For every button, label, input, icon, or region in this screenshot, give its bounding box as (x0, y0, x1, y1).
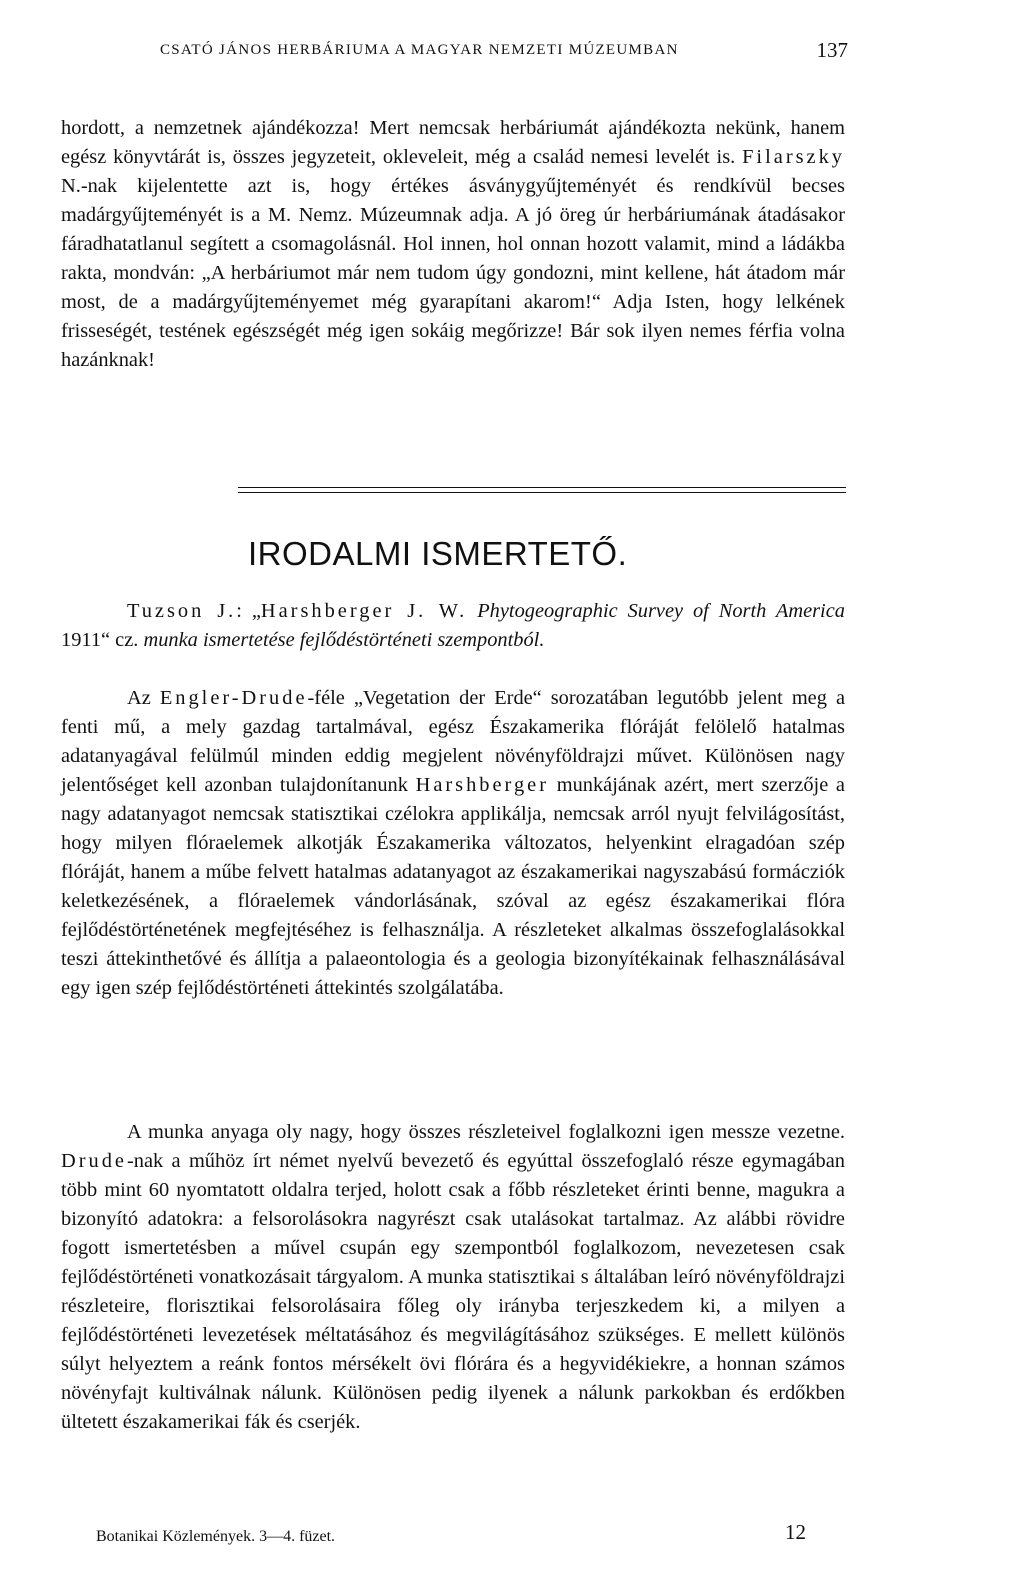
person-name: Harshberger (415, 774, 550, 796)
person-name: Filarszky (742, 146, 845, 168)
paragraph-text: -nak a műhöz írt német nyelvű bevezető és egyúttal összefoglaló része egymagában több mint 60 nyomtatott oldalra terjed, holott csak a főbb részleteket érinti benne, magukra a bizonyító adatokra: a felsorolásokra nagyrészt csak utalásokat tartalmaz. Az alábbi rövidre fogott ismertetésben a művel csupán egy szempontból foglalkozom, nevezetesen csak fejlődéstörténeti vonatkozásait tárgyalom. A munka statisztikai s általában leíró növényföldrajzi részleteire, florisztikai felsorolásaira főleg oly irányba terjeszkedem ki, a milyen a fejlődéstörténeti levezetések méltatásához és megvilágításához szükséges. E mellett különös súlyt helyeztem a reánk fontos mérsékelt övi flórára és a hegyvidékiekre, a honnan számos növényfajt kultiválnak nálunk. Különösen pedig ilyenek a nálunk parkokban és erdőkben ültetett északamerikai fák és cserjék. (61, 1150, 845, 1433)
running-header: CSATÓ JÁNOS HERBÁRIUMA A MAGYAR NEMZETI MÚZEUMBAN (160, 42, 679, 58)
book-title: Phytogeographic Survey of North America (477, 600, 845, 622)
paragraph-intro (61, 684, 845, 1003)
review-title (61, 597, 845, 655)
book-year: 1911“ cz. (61, 629, 139, 651)
paragraph-text: hordott, a nemzetnek ajándékozza! Mert nemcsak herbáriumát ajándékozta nekünk, hanem egész könyvtárát is, összes jegyzeteit, okleveleit, még a család nemesi levelét is. (61, 117, 845, 168)
person-name: Drude (61, 1150, 127, 1172)
paragraph-text: munkájának azért, mert szerzője a nagy adatanyagot nemcsak statisztikai czélokra applikálja, nemcsak arról nyujt felvilágosítást, hogy milyen flóraelemek alkotják Északamerika változatos, helyenkint elragadóan szép flóráját, hanem a műbe felvett hatalmas adatanyagot az északamerikai nagyszabású formácziók keletkezésének, a flóraelemek vándorlásának, szóval az egész északamerikai flóra fejlődéstörténetének megfejtéséhez is felhasználja. A részleteket alkalmas összefoglalásokkal teszi áttekinthetővé és állítja a palaeontologia és a geologia bizonyítékainak felhasználásával egy igen szép fejlődéstörténeti áttekintés szolgálatába. (61, 774, 845, 999)
section-heading: IRODALMI ISMERTETŐ. (248, 535, 628, 572)
signature-number: 12 (785, 1520, 806, 1544)
review-separator: : „ (236, 600, 261, 622)
person-name: Engler-Drude (159, 687, 308, 709)
paragraph-text: A munka anyaga oly nagy, hogy összes részleteivel foglalkozni igen messze vezetne. (127, 1121, 845, 1143)
reviewed-author: Harshberger J. W. (260, 600, 468, 622)
page-number: 137 (816, 38, 848, 62)
paragraph-closing-text (61, 114, 845, 375)
paragraph-text: -féle „Vegetation der Erde“ sorozatában legutóbb jelent meg a fenti mű, a mely gazdag tartalmával, egész Északamerika flóráját felölelő hatalmas adatanyagával felülmúl minden eddig megjelent növényföldrajzi művet. Különösen nagy jelentőséget kell azonban tulajdonítanunk (61, 687, 845, 796)
section-divider-top (238, 487, 846, 488)
journal-footer: Botanikai Közlemények. 3—4. füzet. (96, 1528, 336, 1545)
review-author: Tuzson J. (127, 600, 237, 622)
section-divider-bottom (238, 492, 846, 493)
review-subtitle: munka ismertetése fejlődéstörténeti szempontból. (143, 629, 545, 651)
paragraph-text: N.-nak kijelentette azt is, hogy értékes ásványgyűjteményét és rendkívül becses madárgyűjteményét is a M. Nemz. Múzeumnak adja. A jó öreg úr herbáriumának átadásakor fáradhatatlanul segített a csomagolásnál. Hol innen, hol onnan hozott valamit, mind a ládákba rakta, mondván: „A herbáriumot már nem tudom úgy gondozni, mint kellene, hát átadom már most, de a madárgyűjteményemet még gyarapítani akarom!“ Adja Isten, hogy lelkének frisseségét, testének egészségét még igen sokáig megőrizze! Bár sok ilyen nemes férfia volna hazánknak! (61, 175, 845, 371)
paragraph-text: Az (127, 687, 151, 709)
paragraph-method (61, 1118, 845, 1437)
